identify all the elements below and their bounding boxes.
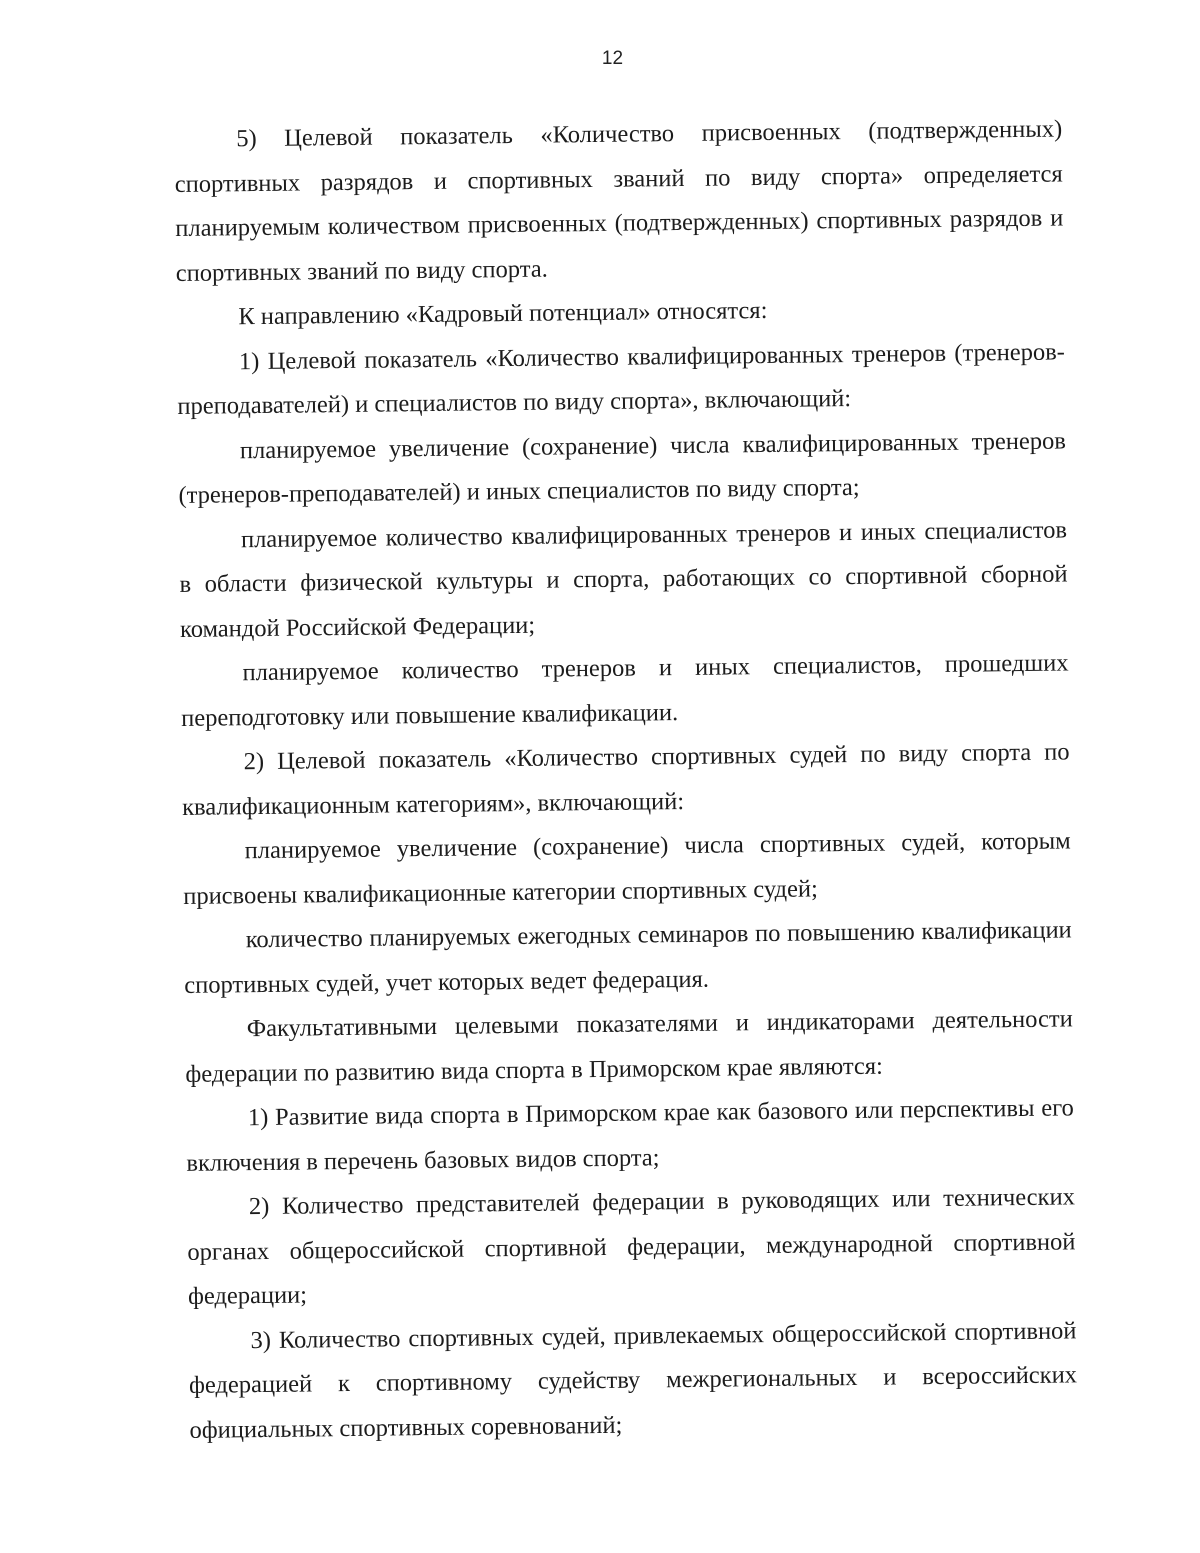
page-number: 12 <box>601 48 624 69</box>
paragraph: количество планируемых ежегодных семинаров по повышению квалификации спортивных судей, учет которых ведет федерация. <box>184 916 1072 999</box>
paragraph: 1) Целевой показатель «Количество квалифицированных тренеров (тренеров-преподавателей) и специалистов по виду спорта», включающий: <box>177 337 1065 420</box>
paragraph: планируемое увеличение (сохранение) числа спортивных судей, которым присвоены квалификационные категории спортивных судей; <box>183 827 1071 910</box>
paragraph: Факультативными целевыми показателями и индикаторами деятельности федерации по развитию вида спорта в Приморском крае являются: <box>185 1005 1073 1088</box>
paragraph: планируемое количество тренеров и иных специалистов, прошедших переподготовку или повышение квалификации. <box>180 649 1069 732</box>
paragraph: 1) Развитие вида спорта в Приморском крае как базового или перспективы его включения в перечень базовых видов спорта; <box>186 1094 1074 1177</box>
paragraph: 3) Количество спортивных судей, привлекаемых общероссийской спортивной федерацией к спортивному судейству межрегиональных и всероссийских официальных спортивных соревнований; <box>188 1316 1078 1444</box>
document-body <box>174 107 1078 1452</box>
paragraph: планируемое увеличение (сохранение) числа квалифицированных тренеров (тренеров-преподавателей) и иных специалистов по виду спорта; <box>178 426 1067 509</box>
paragraph: 2) Количество представителей федерации в руководящих или технических органах общероссийской спортивной федерации, международной спортивной федерации; <box>187 1183 1076 1310</box>
paragraph: 5) Целевой показатель «Количество присвоенных (подтвержденных) спортивных разрядов и спортивных званий по виду спорта» определяется планируемым количеством присвоенных (подтвержденных) спортивных разрядов и спортивных званий по виду спорта. <box>174 115 1064 287</box>
paragraph: К направлению «Кадровый потенциал» относятся: <box>238 296 768 331</box>
paragraph: планируемое количество квалифицированных тренеров и иных специалистов в области физической культуры и спорта, работающих со спортивной сборной командой Российской Федерации; <box>179 515 1068 643</box>
paragraph: 2) Целевой показатель «Количество спортивных судей по виду спорта по квалификационным категориям», включающий: <box>182 738 1070 821</box>
